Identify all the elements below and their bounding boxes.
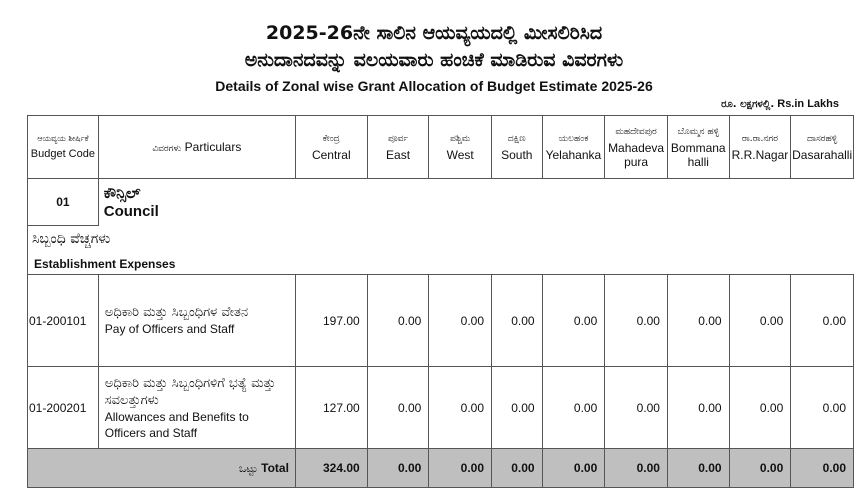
row-particulars-kn: ಅಧಿಕಾರಿ ಮತ್ತು ಸಿಬ್ಬಂಧಿಗಳ ವೇತನ <box>104 305 249 320</box>
header-zone-rrnagar <box>729 116 791 179</box>
header-zone-kn: ಯಲಹಂಕ <box>558 133 589 144</box>
title-kannada-line2: ಅನುದಾನದವನ್ನು ವಲಯವಾರು ಹಂಚಿಕೆ ಮಾಡಿರುವ ವಿವರಗಳು <box>244 49 624 71</box>
total-rrnagar: 0.00 <box>729 449 791 488</box>
subsection-name-kn: ಸಿಬ್ಬಂಧಿ ವೆಚ್ಚಗಳು <box>32 231 111 247</box>
value-mahadevapura: 0.00 <box>605 367 668 449</box>
header-particulars <box>98 116 295 179</box>
subsection-title <box>28 226 854 275</box>
value-mahadevapura: 0.00 <box>605 275 668 367</box>
header-zone-kn: ದಾಸರಹಳ್ಳಿ <box>807 133 838 144</box>
value-rrnagar: 0.00 <box>729 275 791 367</box>
section-name-en: Council <box>103 203 159 221</box>
header-zone-east <box>367 116 429 179</box>
header-zone-yelahanka <box>542 116 605 179</box>
row-particulars <box>98 367 295 449</box>
header-zone-kn: ರಾ.ರಾ.ನಗರ <box>741 133 779 144</box>
section-code: 01 <box>28 179 99 226</box>
total-label <box>28 449 296 488</box>
allocation-table <box>27 115 854 488</box>
header-zone-en: R.R.Nagar <box>731 147 789 162</box>
value-central: 127.00 <box>295 367 367 449</box>
header-particulars-en: Particulars <box>184 140 242 154</box>
value-bommanahalli: 0.00 <box>667 367 729 449</box>
title-english: Details of Zonal wise Grant Allocation of Budget Estimate 2025-26 <box>215 78 653 94</box>
units-kannada: ರೂ. ಲಕ್ಷಗಳಲ್ಲಿ. <box>721 99 775 110</box>
value-east: 0.00 <box>367 367 429 449</box>
title-kannada-line1: 2025-26ನೇ ಸಾಲಿನ ಆಯವ್ಯಯದಲ್ಲಿ ಮೀಸಲಿರಿಸಿದ <box>265 22 603 44</box>
header-zone-en: Central <box>311 147 351 162</box>
value-yelahanka: 0.00 <box>542 367 605 449</box>
total-yelahanka: 0.00 <box>542 449 605 488</box>
header-zone-kn: ಬೊಮ್ಮನ ಹಳ್ಳಿ <box>677 126 720 137</box>
value-east: 0.00 <box>367 275 429 367</box>
row-budget-code: 01-200101 <box>28 275 99 367</box>
header-code-kn: ಆಯವ್ಯಯ ಶೀರ್ಷಿಕೆ <box>37 134 89 143</box>
header-zone-en: South <box>501 147 533 162</box>
value-dasarahalli: 0.00 <box>791 275 854 367</box>
header-zone-bommanahalli <box>667 116 729 179</box>
row-budget-code: 01-200201 <box>28 367 99 449</box>
subsection-row <box>28 226 854 275</box>
table-row <box>28 367 854 449</box>
row-particulars-en: Pay of Officers and Staff <box>104 322 235 336</box>
value-west: 0.00 <box>429 275 492 367</box>
header-code-en: Budget Code <box>30 148 95 160</box>
table-row <box>28 275 854 367</box>
total-label-en: Total <box>261 460 289 475</box>
units-note <box>721 98 839 110</box>
value-central: 197.00 <box>295 275 367 367</box>
header-zone-mahadevapura <box>605 116 668 179</box>
value-south: 0.00 <box>492 275 543 367</box>
header-zone-kn: ಕೇಂದ್ರ <box>322 133 340 144</box>
header-zone-en: Dasarahalli <box>792 147 853 162</box>
units-english: Rs.in Lakhs <box>777 98 839 110</box>
total-west: 0.00 <box>429 449 492 488</box>
row-particulars <box>98 275 295 367</box>
header-zone-kn: ಮಹದೇವಪುರ <box>615 126 657 137</box>
value-dasarahalli: 0.00 <box>791 367 854 449</box>
header-zone-south <box>492 116 543 179</box>
subsection-name-en: Establishment Expenses <box>34 257 176 271</box>
header-particulars-kn: ವಿವರಗಳು <box>152 144 182 154</box>
total-row <box>28 449 854 488</box>
value-south: 0.00 <box>492 367 543 449</box>
value-west: 0.00 <box>429 367 492 449</box>
header-row <box>28 116 854 179</box>
row-particulars-kn: ಅಧಿಕಾರಿ ಮತ್ತು ಸಿಬ್ಬಂಧಿಗಳಿಗೆ ಭತ್ಯೆ ಮತ್ತು ಸವಲತ್ತುಗಳು <box>104 375 276 408</box>
total-dasarahalli: 0.00 <box>791 449 854 488</box>
header-zone-kn: ಪಶ್ಚಿಮ <box>450 133 471 144</box>
header-zone-en: Yelahanka <box>545 147 602 162</box>
header-zone-en: Bommana halli <box>670 140 726 169</box>
header-zone-kn: ದಕ್ಷಿಣ <box>507 133 526 144</box>
section-name-kn: ಕೌನ್ಸಿಲ್ <box>103 184 141 203</box>
value-bommanahalli: 0.00 <box>667 275 729 367</box>
header-zone-central <box>295 116 367 179</box>
header-zone-kn: ಪೂರ್ವ <box>387 133 409 144</box>
total-east: 0.00 <box>367 449 429 488</box>
value-yelahanka: 0.00 <box>542 275 605 367</box>
header-zone-west <box>429 116 492 179</box>
total-mahadevapura: 0.00 <box>605 449 668 488</box>
header-zone-en: West <box>446 147 474 162</box>
total-central: 324.00 <box>295 449 367 488</box>
total-south: 0.00 <box>492 449 543 488</box>
section-row <box>28 179 854 226</box>
value-rrnagar: 0.00 <box>729 367 791 449</box>
section-title <box>98 179 853 226</box>
total-label-kn: ಒಟ್ಟು <box>238 461 258 475</box>
header-zone-en: East <box>386 147 411 162</box>
total-bommanahalli: 0.00 <box>667 449 729 488</box>
header-zone-dasarahalli <box>791 116 854 179</box>
header-budget-code <box>28 116 99 179</box>
row-particulars-en: Allowances and Benefits to Officers and Staff <box>104 409 249 440</box>
header-zone-en: Mahadeva pura <box>608 140 665 169</box>
